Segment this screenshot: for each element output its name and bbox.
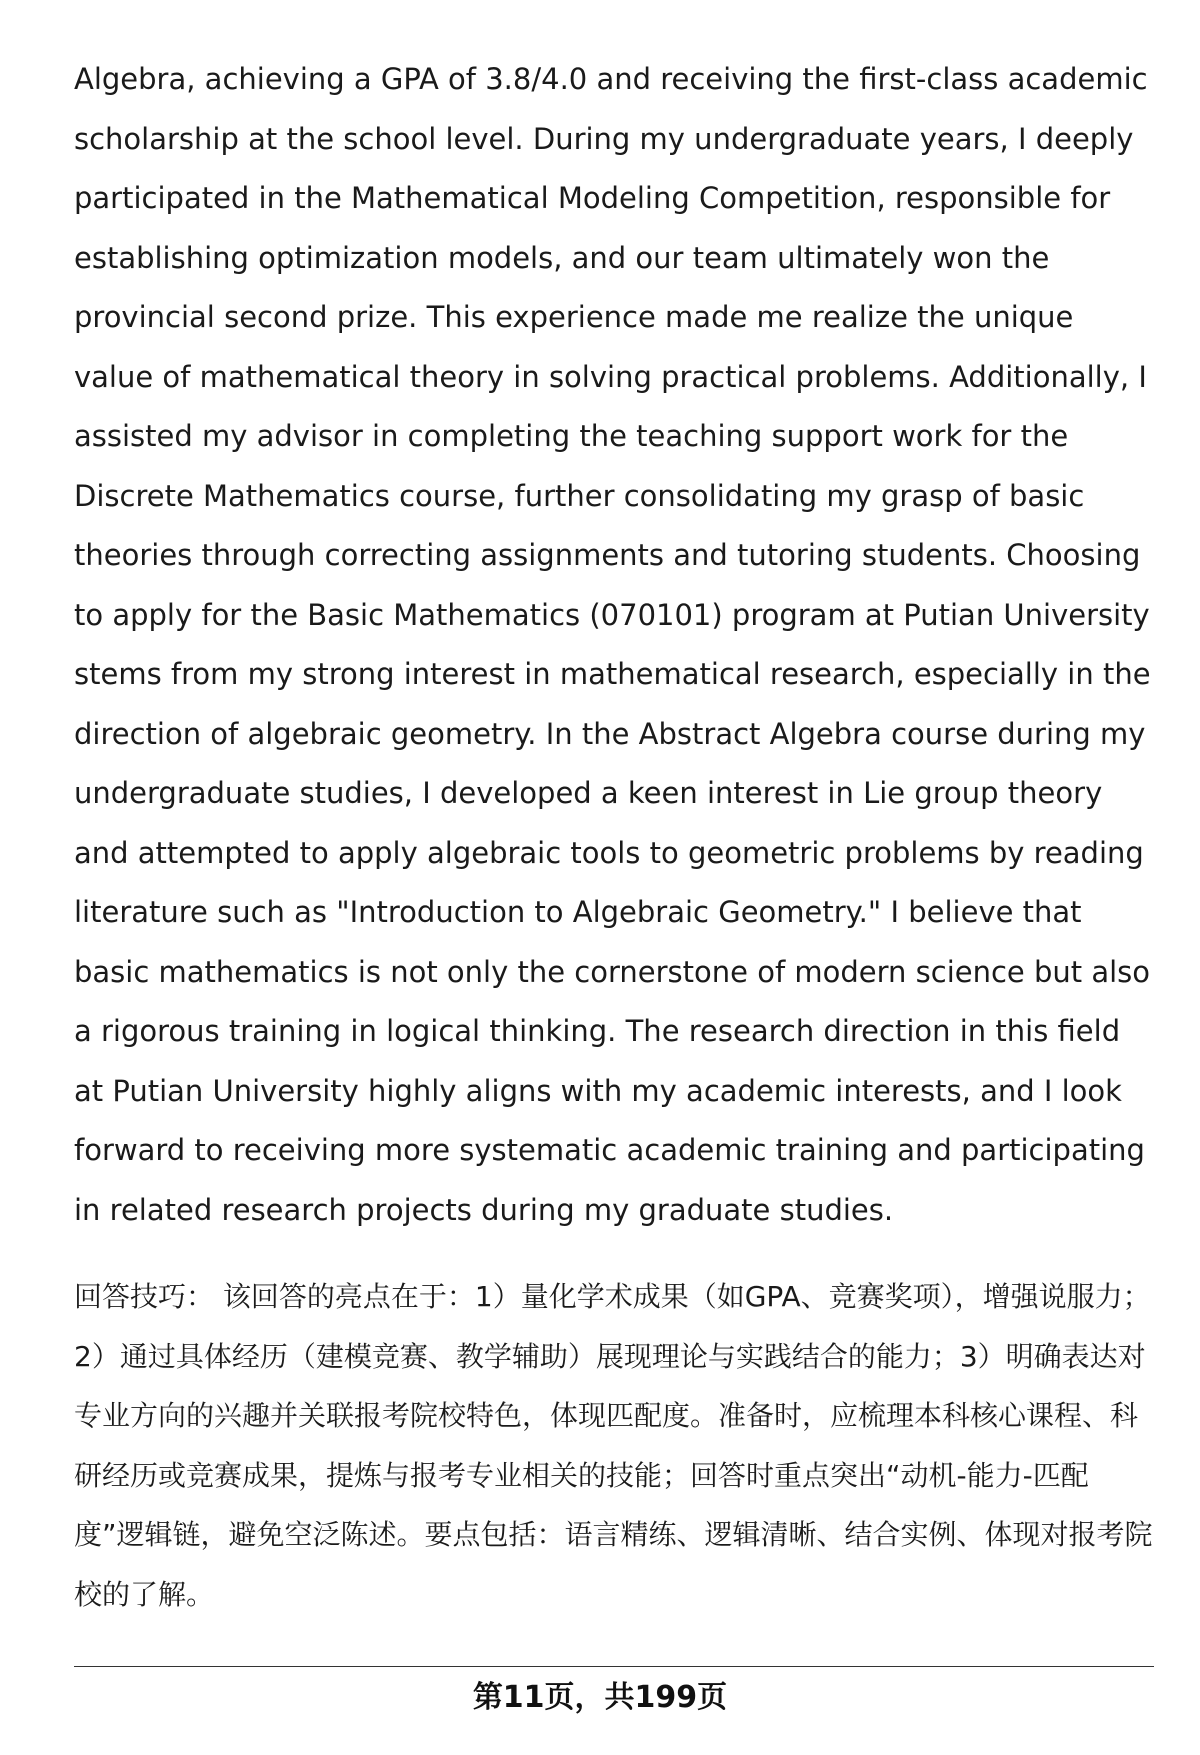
page-number: 第11页，共199页 (472, 1680, 728, 1715)
answer-tips-paragraph: 回答技巧： 该回答的亮点在于：1）量化学术成果（如GPA、竞赛奖项），增强说服力；2）通过具体经历（建模竞赛、教学辅助）展现理论与实践结合的能力；3）明确表达对专业方向的兴趣并关联报考院校特色，体现匹配度。准备时，应梳理本科核心课程、科研经历或竞赛成果，提炼与报考专业相关的技能；回答时重点突出“动机-能力-匹配度”逻辑链，避免空泛陈述。要点包括：语言精练、逻辑清晰、结合实例、体现对报考院校的了解。 (74, 1280, 1153, 1611)
body-paragraph: Algebra, achieving a GPA of 3.8/4.0 and receiving the first-class academic scholarship at the school level. During my undergraduate years, I deeply participated in the Mathematical Modeling Competition, responsible for establishing optimization models, and our team ultimately won the provincial second prize. This experience made me realize the unique value of mathematical theory in solving practical problems. Additionally, I assisted my advisor in completing the teaching support work for the Discrete Mathematics course, further consolidating my grasp of basic theories through correcting assignments and tutoring students. Choosing to apply for the Basic Mathematics (070101) program at Putian University stems from my strong interest in mathematical research, especially in the direction of algebraic geometry. In the Abstract Algebra course during my undergraduate studies, I developed a keen interest in Lie group theory and attempted to apply algebraic tools to geometric problems by reading literature such as "Introduction to Algebraic Geometry." I believe that basic mathematics is not only the cornerstone of modern science but also a rigorous training in logical thinking. The research direction in this field at Putian University highly aligns with my academic interests, and I look forward to receiving more systematic academic training and participating in related research projects during my graduate studies. (74, 62, 1151, 1227)
footer-divider (74, 1666, 1154, 1667)
